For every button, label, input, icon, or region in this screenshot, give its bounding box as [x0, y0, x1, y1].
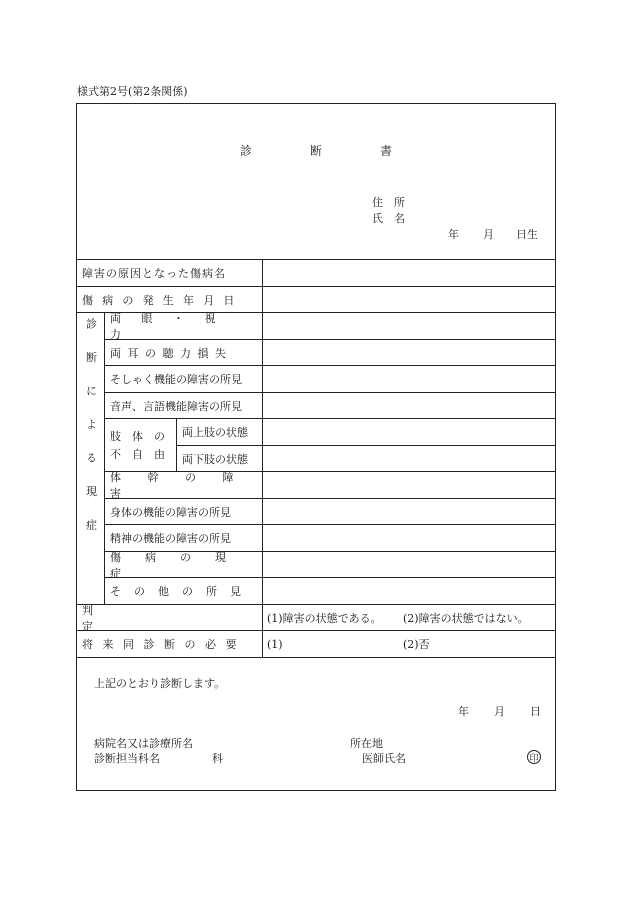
body-function-label: 身体の機能の障害の所見 [110, 506, 231, 519]
future-exam-label [82, 631, 257, 657]
trunk-label [110, 472, 260, 498]
label-text: 将来同診断の必要 [82, 638, 246, 651]
hospital-label: 病院名又は診療所名 [94, 737, 193, 750]
label-text: 両耳の聴力損失 [110, 347, 233, 360]
department-label: 診断担当科名 [94, 752, 160, 765]
ears-label [110, 340, 260, 366]
current-condition-label [110, 552, 260, 578]
upper-limbs-label: 両上肢の状態 [182, 426, 248, 439]
doctor-name-label: 医師氏名 [362, 752, 406, 765]
title-char: 断 [309, 144, 322, 158]
future-option-2: (2)否 [403, 638, 430, 651]
judgment-label [82, 605, 257, 631]
other-findings-label [110, 578, 260, 604]
mental-function-label: 精神の機能の障害の所見 [110, 532, 231, 545]
label-text: 傷病の現症 [110, 551, 250, 580]
label-text: 両眼・視力 [110, 312, 236, 341]
future-option-1: (1) [267, 637, 283, 651]
birth-day-label: 日生 [516, 228, 538, 241]
limbs-label-line2: 不自由 [110, 448, 176, 461]
address-label: 住 所 [372, 196, 405, 209]
row-divider [76, 657, 556, 658]
chewing-label: そしゃく機能の障害の所見 [110, 373, 242, 386]
department-suffix: 科 [212, 752, 223, 765]
date-day-label: 日 [530, 705, 541, 718]
label-text: 体幹の障害 [110, 471, 260, 500]
name-label: 氏 名 [372, 212, 405, 225]
title-char: 書 [379, 144, 392, 158]
column-divider [262, 259, 263, 657]
lower-limbs-label: 両下肢の状態 [182, 453, 248, 466]
birth-month-label: 月 [483, 228, 494, 241]
birth-year-label: 年 [448, 228, 459, 241]
seal-icon: 印 [527, 750, 541, 764]
label-text: 判定 [82, 604, 254, 633]
eyes-label [110, 313, 260, 339]
document-title [240, 145, 392, 157]
column-divider [176, 418, 177, 471]
label-text: 障害の原因となった傷病名 [82, 267, 226, 280]
judgment-option-1: (1)障害の状態である。 [267, 612, 382, 625]
diagnosis-statement: 上記のとおり診断します。 [94, 677, 226, 690]
column-divider [104, 312, 105, 604]
cause-disease-label [82, 260, 255, 286]
limbs-label-line1: 肢体の [110, 430, 176, 443]
title-char: 診 [240, 144, 253, 158]
label-text: 傷病の発生年月日 [82, 294, 244, 307]
form-number: 様式第2号(第2条関係) [77, 85, 188, 98]
date-year-label: 年 [458, 705, 469, 718]
speech-label: 音声、言語機能障害の所見 [110, 400, 242, 413]
label-text: その他の所見 [110, 585, 254, 598]
date-month-label: 月 [494, 705, 505, 718]
findings-side-label: 診断による現症 [84, 318, 98, 553]
location-label: 所在地 [350, 737, 383, 750]
judgment-option-2: (2)障害の状態ではない。 [403, 612, 529, 625]
